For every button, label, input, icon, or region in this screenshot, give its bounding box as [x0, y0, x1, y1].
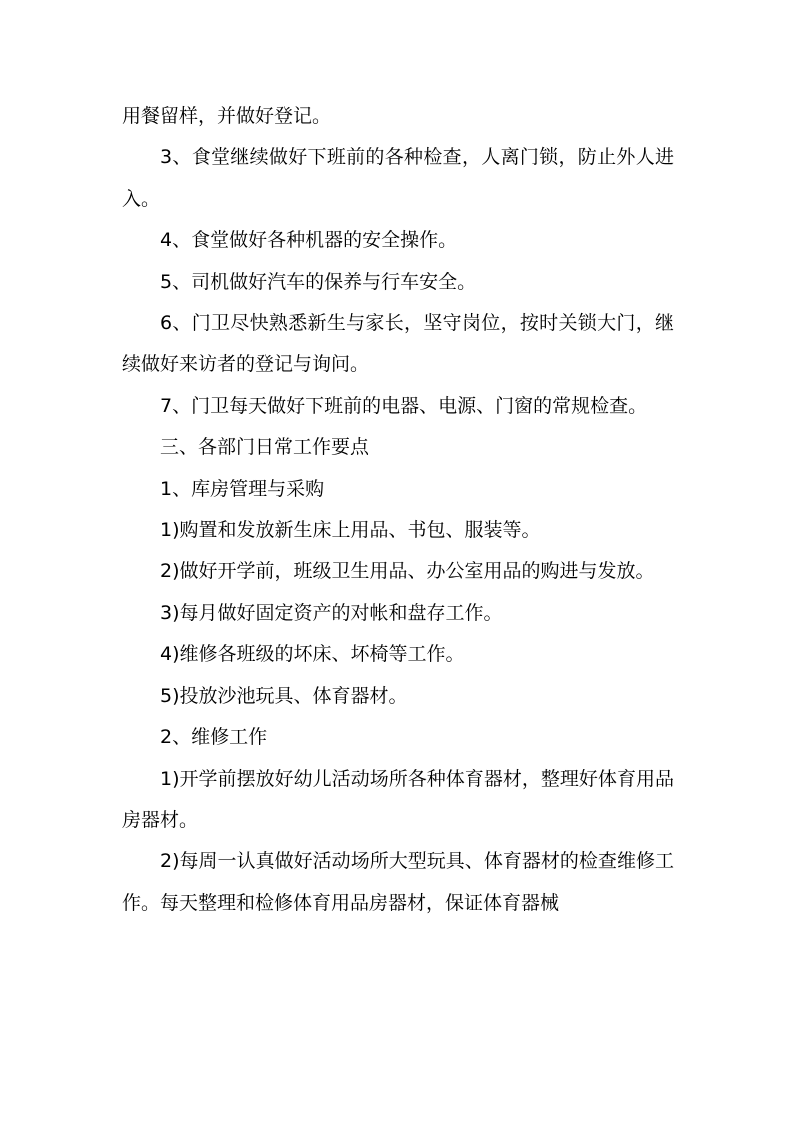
subheading-warehouse-purchasing: 1、库房管理与采购: [160, 477, 325, 500]
subheading-maintenance: 2、维修工作: [160, 726, 268, 749]
paragraph-meal-sample: 用餐留样，并做好登记。: [122, 105, 332, 127]
section-heading-daily-work: 三、各部门日常工作要点: [160, 436, 370, 459]
paragraph-maintenance-2: 2)每周一认真做好活动场所大型玩具、体育器材的检查维修工作。每天整理和检修体育用品房器材，保证体育器械: [122, 850, 674, 914]
paragraph-purchase-5: 5)投放沙池玩具、体育器材。: [160, 684, 408, 707]
document-body: [122, 96, 674, 924]
paragraph-purchase-4: 4)维修各班级的坏床、坏椅等工作。: [160, 643, 465, 666]
paragraph-item-7-gatekeeper-check: 7、门卫每天做好下班前的电器、电源、门窗的常规检查。: [160, 394, 648, 417]
paragraph-purchase-3: 3)每月做好固定资产的对帐和盘存工作。: [160, 601, 503, 624]
paragraph-item-6-gatekeeper: 6、门卫尽快熟悉新生与家长，坚守岗位，按时关锁大门，继续做好来访者的登记与询问。: [122, 312, 674, 376]
paragraph-purchase-2: 2)做好开学前，班级卫生用品、办公室用品的购进与发放。: [160, 560, 655, 583]
paragraph-item-3-canteen-check: 3、食堂继续做好下班前的各种检查，人离门锁，防止外人进入。: [122, 146, 674, 210]
paragraph-item-4-canteen-machines: 4、食堂做好各种机器的安全操作。: [160, 229, 458, 252]
paragraph-maintenance-1: 1)开学前摆放好幼儿活动场所各种体育器材，整理好体育用品房器材。: [122, 767, 674, 831]
paragraph-purchase-1: 1)购置和发放新生床上用品、书包、服装等。: [160, 519, 541, 542]
paragraph-item-5-driver: 5、司机做好汽车的保养与行车安全。: [160, 270, 477, 293]
